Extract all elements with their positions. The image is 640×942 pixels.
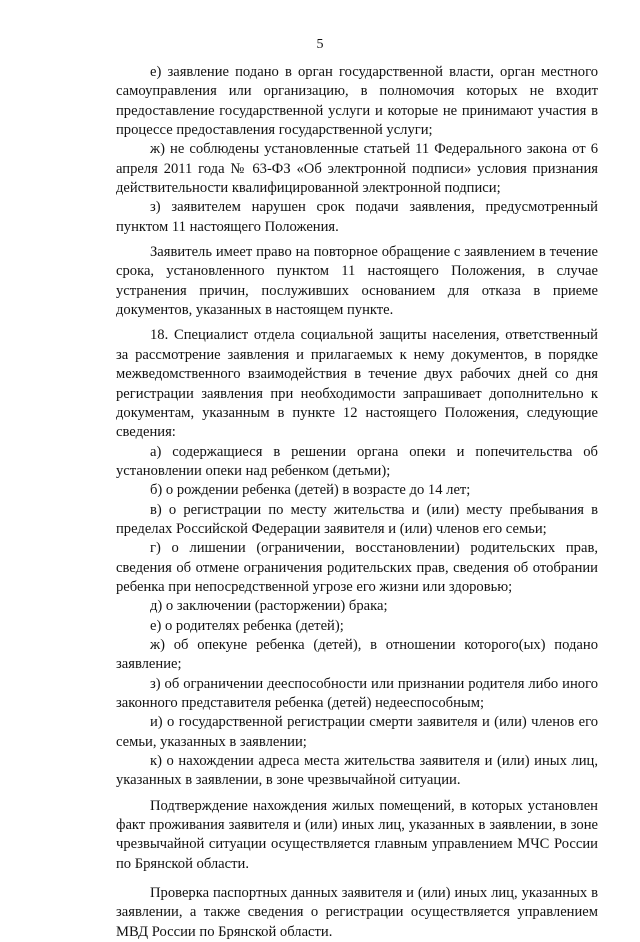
- paragraph-list-g: г) о лишении (ограничении, восстановлении) родительских прав, сведения об отмене ограничения родительских прав, сведения об отобрании ребенка при непосредственной угрозе его жизни или здоровью;: [116, 540, 598, 595]
- paragraph-clause-zh: ж) не соблюдены установленные статьей 11 Федерального закона от 6 апреля 2011 года № 63-ФЗ «Об электронной подписи» условия признания действительности квалифицированной электронной подписи;: [116, 141, 598, 197]
- paragraph-list-zh: ж) об опекуне ребенка (детей), в отношении которого(ых) подано заявление;: [116, 636, 598, 673]
- paragraph-clause-e: е) заявление подано в орган государственной власти, орган местного самоуправления или организацию, в полномочия которых не входит предоставление государственной услуги и которые не принимают участия в процессе предоставления государственной услуги;: [116, 64, 598, 139]
- paragraph-list-z: з) об ограничении дееспособности или признании родителя либо иного законного представителя ребенка (детей) недееспособным;: [116, 675, 598, 711]
- paragraph-item-18: 18. Специалист отдела социальной защиты населения, ответственный за рассмотрение заявления и прилагаемых к нему документов, в порядке межведомственного взаимодействия в течение двух рабочих дней со дня регистрации заявления при необходимости запрашивает дополнительно к документам, указанным в пункте 12 настоящего Положения, следующие сведения:: [116, 327, 598, 441]
- paragraph-list-e: е) о родителях ребенка (детей);: [150, 617, 344, 634]
- paragraph-list-k: к) о нахождении адреса места жительства заявителя и (или) иных лиц, указанных в заявлении, в зоне чрезвычайной ситуации.: [116, 753, 598, 789]
- paragraph-reapply: Заявитель имеет право на повторное обращение с заявлением в течение срока, установленного пунктом 11 настоящего Положения, в случае устранения причин, послуживших основанием для отказа в приеме документов, указанных в настоящем пункте.: [116, 244, 598, 319]
- paragraph-list-d: д) о заключении (расторжении) брака;: [150, 598, 388, 615]
- paragraph-clause-z: з) заявителем нарушен срок подачи заявления, предусмотренный пунктом 11 настоящего Положения.: [116, 199, 598, 235]
- paragraph-list-v: в) о регистрации по месту жительства и (или) месту пребывания в пределах Российской Федерации заявителя и (или) членов его семьи;: [116, 501, 598, 537]
- paragraph-mchs-confirmation: Подтверждение нахождения жилых помещений, в которых установлен факт проживания заявителя и (или) иных лиц, указанных в заявлении, в зоне чрезвычайной ситуации осуществляется главным управлением МЧС России по Брянской области.: [116, 797, 598, 872]
- document-body: [116, 63, 598, 942]
- paragraph-list-b: б) о рождении ребенка (детей) в возрасте до 14 лет;: [150, 482, 471, 499]
- paragraph-list-a: а) содержащиеся в решении органа опеки и попечительства об установлении опеки над ребенком (детьми);: [116, 443, 598, 479]
- paragraph-passport-check: Проверка паспортных данных заявителя и (или) иных лиц, указанных в заявлении, а также сведения о регистрации осуществляется управлением МВД России по Брянской области.: [116, 885, 598, 940]
- page-number: 5: [316, 37, 324, 52]
- paragraph-list-i: и) о государственной регистрации смерти заявителя и (или) членов его семьи, указанных в заявлении;: [116, 714, 598, 750]
